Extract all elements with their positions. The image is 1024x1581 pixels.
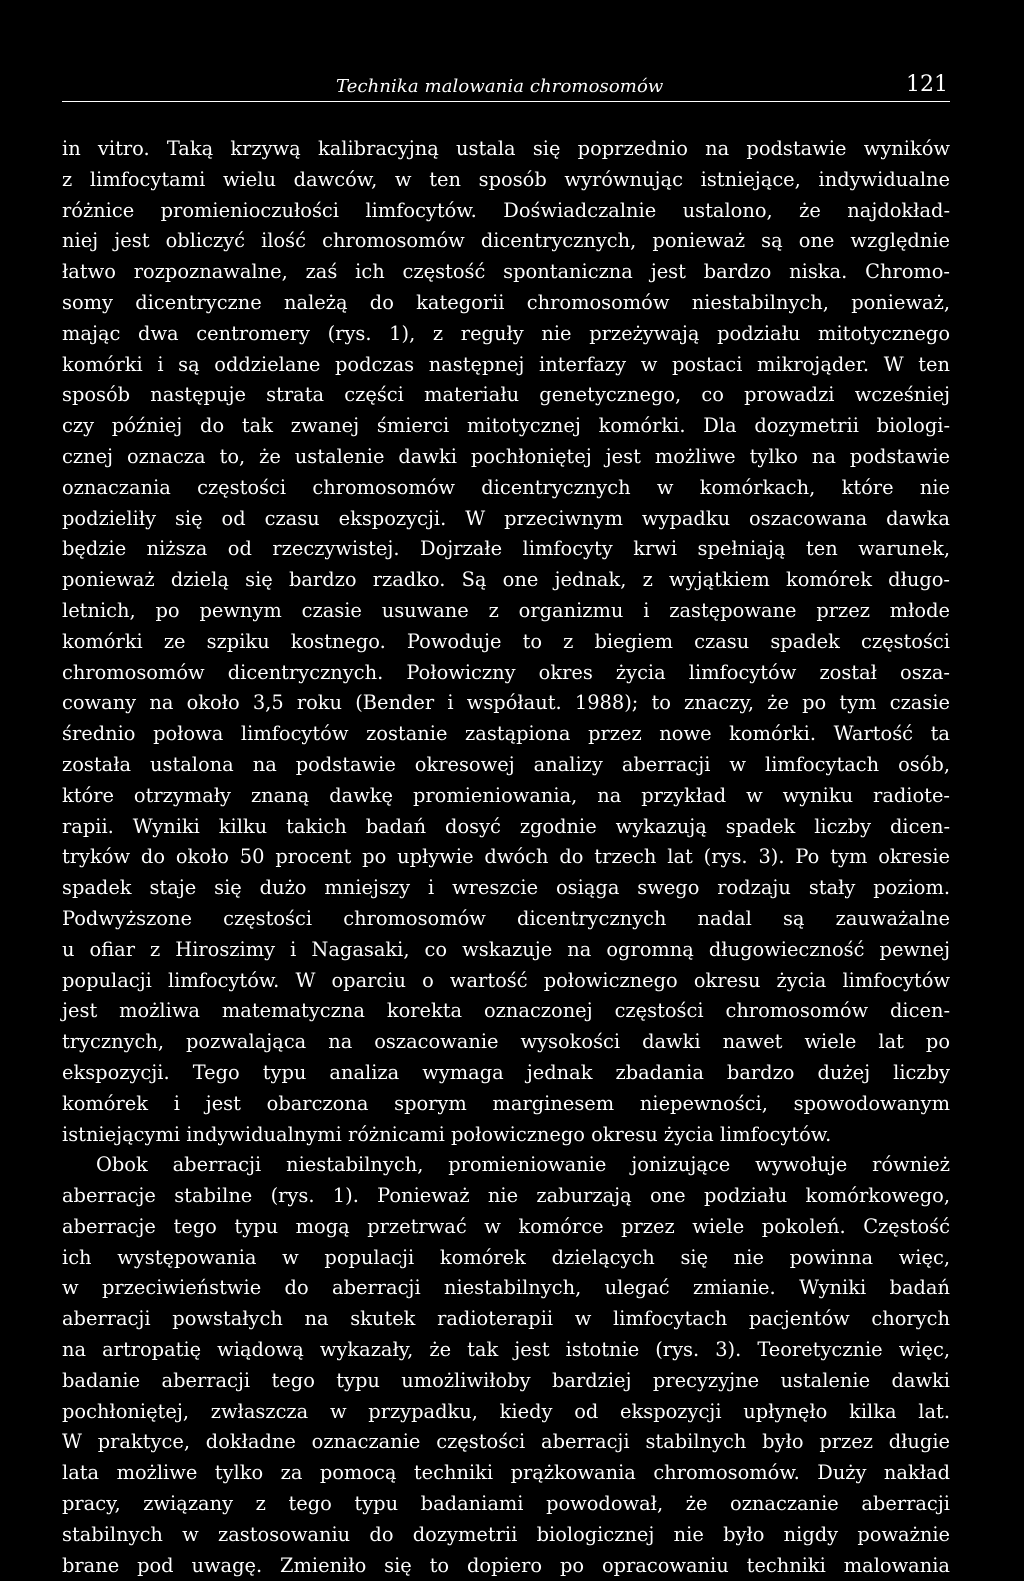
text-line: cznej oznacza to, że ustalenie dawki pochłoniętej jest możliwe tylko na podstawie [62, 444, 950, 468]
text-line: rapii. Wyniki kilku takich badań dosyć zgodnie wykazują spadek liczby dicen- [62, 814, 950, 838]
text-line: które otrzymały znaną dawkę promieniowania, na przykład w wyniku radiote- [62, 783, 950, 807]
text-line: czy później do tak zwanej śmierci mitotycznej komórki. Dla dozymetrii biologi- [62, 414, 950, 438]
text-line: aberracji powstałych na skutek radioterapii w limfocytach pacjentów chorych [62, 1307, 950, 1331]
text-line: będzie niższa od rzeczywistej. Dojrzałe limfocyty krwi spełniają ten warunek, [62, 537, 950, 561]
text-line: niej jest obliczyć ilość chromosomów dicentrycznych, ponieważ są one względnie [62, 229, 950, 253]
text-line: W praktyce, dokładne oznaczanie częstości aberracji stabilnych było przez długie [62, 1430, 950, 1454]
text-line: u ofiar z Hiroszimy i Nagasaki, co wskazuje na ogromną długowieczność pewnej [62, 937, 950, 961]
text-line: w przeciwieństwie do aberracji niestabilnych, ulegać zmianie. Wyniki badań [62, 1276, 950, 1300]
text-line: jest możliwa matematyczna korekta oznaczonej częstości chromosomów dicen- [62, 999, 950, 1023]
text-line: z limfocytami wielu dawców, w ten sposób wyrównując istniejące, indywidualne [62, 167, 950, 191]
text-line: oznaczania częstości chromosomów dicentrycznych w komórkach, które nie [62, 475, 950, 499]
running-header [62, 74, 950, 102]
text-line: ich występowania w populacji komórek dzielących się nie powinna więc, [62, 1245, 950, 1269]
text-line: komórki i są oddzielane podczas następnej interfazy w postaci mikrojąder. W ten [62, 352, 950, 376]
text-line: ekspozycji. Tego typu analiza wymaga jednak zbadania bardzo dużej liczby [62, 1060, 950, 1084]
text-line: spadek staje się dużo mniejszy i wreszcie osiąga swego rodzaju stały poziom. [62, 876, 950, 900]
text-line: in vitro. Taką krzywą kalibracyjną ustala się poprzednio na podstawie wyników [62, 137, 950, 160]
text-line: letnich, po pewnym czasie usuwane z organizmu i zastępowane przez młode [62, 598, 950, 622]
text-line: pochłoniętej, zwłaszcza w przypadku, kiedy od ekspozycji upłynęło kilka lat. [62, 1399, 950, 1423]
text-line: tryków do około 50 procent po upływie dwóch do trzech lat (rys. 3). Po tym okresie [62, 845, 950, 869]
text-line: różnice promienioczułości limfocytów. Doświadczalnie ustalono, że najdokład- [62, 198, 950, 222]
text-line: somy dicentryczne należą do kategorii chromosomów niestabilnych, ponieważ, [62, 290, 950, 314]
text-line: na artropatię wiądową wykazały, że tak jest istotnie (rys. 3). Teoretycznie więc, [62, 1338, 950, 1362]
page-number: 121 [906, 72, 948, 97]
text-line: aberracje tego typu mogą przetrwać w komórce przez wiele pokoleń. Częstość [62, 1214, 950, 1238]
text-line: Podwyższone częstości chromosomów dicentrycznych nadal są zauważalne [62, 906, 950, 930]
text-line: aberracje stabilne (rys. 1). Ponieważ nie zaburzają one podziału komórkowego, [62, 1184, 950, 1208]
text-line: chromosomów dicentrycznych. Połowiczny okres życia limfocytów został osza- [62, 660, 950, 684]
text-line: populacji limfocytów. W oparciu o wartość połowicznego okresu życia limfocytów [62, 968, 950, 992]
body-text [62, 134, 950, 1581]
text-line: ponieważ dzielą się bardzo rzadko. Są one jednak, z wyjątkiem komórek długo- [62, 568, 950, 592]
text-line: stabilnych w zastosowaniu do dozymetrii biologicznej nie było nigdy poważnie [62, 1522, 950, 1546]
text-line: cowany na około 3,5 roku (Bender i współaut. 1988); to znaczy, że po tym czasie [62, 691, 950, 715]
text-line: została ustalona na podstawie okresowej analizy aberracji w limfocytach osób, [62, 752, 950, 776]
text-line: trycznych, pozwalająca na oszacowanie wysokości dawki nawet wiele lat po [62, 1030, 950, 1054]
text-line: średnio połowa limfocytów zostanie zastąpiona przez nowe komórki. Wartość ta [62, 722, 950, 746]
text-line: komórek i jest obarczona sporym marginesem niepewności, spowodowanym [62, 1091, 950, 1115]
text-line: sposób następuje strata części materiału genetycznego, co prowadzi wcześniej [62, 383, 950, 407]
text-line: lata możliwe tylko za pomocą techniki prążkowania chromosomów. Duży nakład [62, 1461, 950, 1485]
text-line: łatwo rozpoznawalne, zaś ich częstość spontaniczna jest bardzo niska. Chromo- [62, 260, 950, 284]
running-title: Technika malowania chromosomów [336, 76, 664, 97]
text-line: Obok aberracji niestabilnych, promieniowanie jonizujące wywołuje również [96, 1153, 950, 1177]
text-line: pracy, związany z tego typu badaniami powodował, że oznaczanie aberracji [62, 1492, 950, 1516]
text-line: mając dwa centromery (rys. 1), z reguły nie przeżywają podziału mitotycznego [62, 321, 950, 345]
text-line: brane pod uwagę. Zmieniło się to dopiero po opracowaniu techniki malowania [62, 1553, 950, 1577]
text-line: komórki ze szpiku kostnego. Powoduje to z biegiem czasu spadek częstości [62, 629, 950, 653]
header-rule [62, 101, 950, 102]
text-line: badanie aberracji tego typu umożliwiłoby bardziej precyzyjne ustalenie dawki [62, 1368, 950, 1392]
text-line: podzieliły się od czasu ekspozycji. W przeciwnym wypadku oszacowana dawka [62, 506, 950, 530]
text-line: istniejącymi indywidualnymi różnicami połowicznego okresu życia limfocytów. [62, 1122, 832, 1146]
